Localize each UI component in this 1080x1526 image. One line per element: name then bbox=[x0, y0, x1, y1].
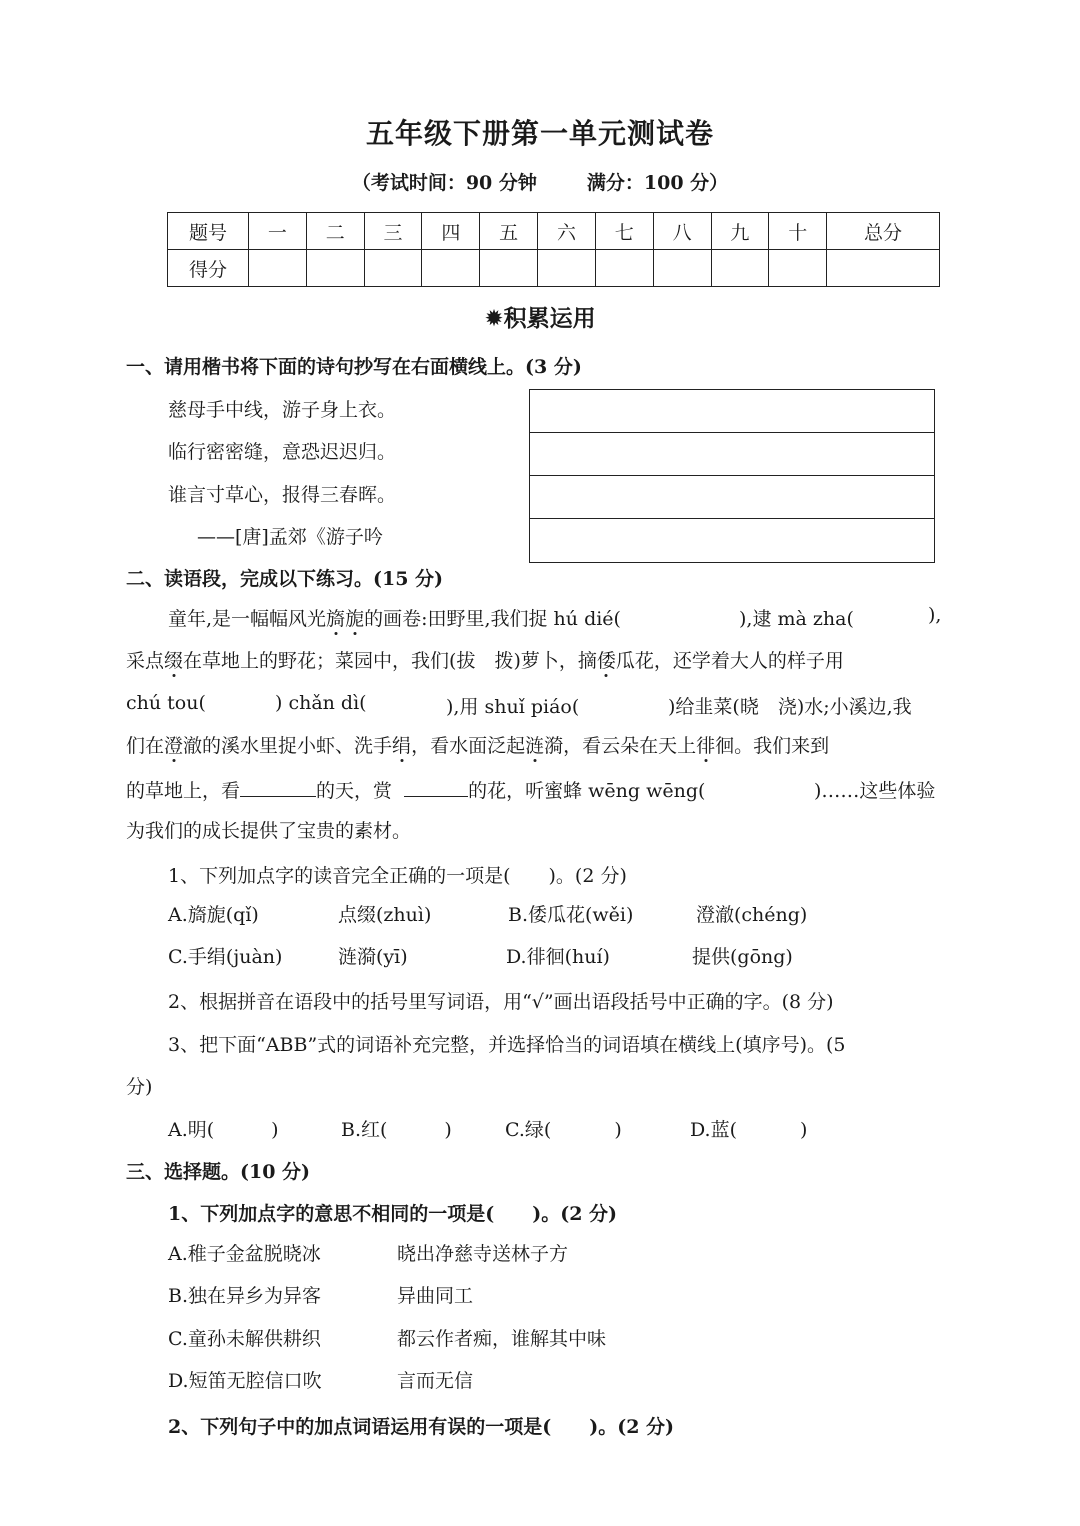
score-input-cell[interactable] bbox=[595, 250, 653, 287]
option[interactable]: D.徘徊(huí) bbox=[506, 946, 610, 968]
score-cell: 六 bbox=[538, 213, 596, 250]
sub-question: 1、下列加点字的意思不相同的一项是( )。(2 分) bbox=[168, 1203, 618, 1225]
score-cell: 一 bbox=[249, 213, 307, 250]
option[interactable]: B.红( ) bbox=[341, 1119, 452, 1141]
passage-line-part: ) chǎn dì( bbox=[275, 692, 367, 714]
score-cell: 七 bbox=[595, 213, 653, 250]
score-cell: 得分 bbox=[168, 250, 249, 287]
option[interactable]: C.绿( ) bbox=[505, 1119, 622, 1141]
poem-line: 谁言寸草心，报得三春晖。 bbox=[168, 484, 397, 506]
option[interactable]: C.童孙未解供耕织 bbox=[168, 1328, 321, 1350]
score-cell: 五 bbox=[480, 213, 538, 250]
passage-line: 为我们的成长提供了宝贵的素材。 bbox=[126, 820, 412, 842]
score-input-cell[interactable] bbox=[538, 250, 596, 287]
passage-line-part: )……这些体验 bbox=[814, 780, 936, 802]
score-cell: 总分 bbox=[827, 213, 940, 250]
q1-title: 一、请用楷书将下面的诗句抄写在右面横线上。(3 分) bbox=[126, 356, 582, 378]
score-input-cell[interactable] bbox=[306, 250, 364, 287]
poem-source: ——[唐]孟郊《游子吟 bbox=[197, 526, 383, 548]
option[interactable]: A.稚子金盆脱晓冰 bbox=[168, 1243, 321, 1265]
score-table bbox=[167, 212, 940, 287]
score-input-cell[interactable] bbox=[653, 250, 711, 287]
score-input-cell[interactable] bbox=[769, 250, 827, 287]
option[interactable]: B.倭瓜花(wěi) bbox=[508, 904, 634, 926]
copy-writing-box[interactable] bbox=[529, 389, 935, 563]
exam-info bbox=[0, 168, 1080, 195]
sub-question: 3、把下面“ABB”式的词语补充完整，并选择恰当的词语填在横线上(填序号)。(5 bbox=[168, 1034, 846, 1056]
score-cell: 题号 bbox=[168, 213, 249, 250]
q3-title: 三、选择题。(10 分) bbox=[126, 1161, 311, 1183]
score-table-header-row bbox=[168, 213, 940, 250]
score-cell: 三 bbox=[364, 213, 422, 250]
passage-line-part: ), bbox=[928, 604, 942, 626]
writing-line[interactable] bbox=[530, 390, 934, 433]
writing-line[interactable] bbox=[530, 519, 934, 562]
poem-line: 临行密密缝，意恐迟迟归。 bbox=[168, 441, 397, 463]
exam-time: （考试时间：90 分钟 bbox=[351, 172, 537, 194]
score-input-cell[interactable] bbox=[711, 250, 769, 287]
option-detail: 异曲同工 bbox=[397, 1285, 474, 1307]
option[interactable]: 澄澈(chéng) bbox=[696, 904, 808, 926]
q2-title: 二、读语段，完成以下练习。(15 分) bbox=[126, 568, 444, 590]
score-cell: 四 bbox=[422, 213, 480, 250]
score-input-cell[interactable] bbox=[364, 250, 422, 287]
option-detail: 晓出净慈寺送林子方 bbox=[397, 1243, 569, 1265]
option[interactable]: D.短笛无腔信口吹 bbox=[168, 1370, 322, 1392]
score-cell: 二 bbox=[306, 213, 364, 250]
passage-line-part: chú tou( bbox=[126, 692, 206, 714]
score-input-cell[interactable] bbox=[827, 250, 940, 287]
option[interactable]: A.旖旎(qǐ) bbox=[168, 904, 259, 926]
score-input-cell[interactable] bbox=[480, 250, 538, 287]
passage-line-part: )给韭菜(晓 浇)水;小溪边,我 bbox=[668, 696, 912, 718]
option-detail: 都云作者痴，谁解其中味 bbox=[397, 1328, 607, 1350]
passage-line: 们在澄澈的溪水里捉小虾、洗手绢，看水面泛起涟漪，看云朵在天上徘徊。我们来到 bbox=[126, 735, 830, 757]
passage-line: 采点缀在草地上的野花；菜园中，我们(拔 拨)萝卜，摘倭瓜花，还学着大人的样子用 bbox=[126, 650, 844, 672]
page-title: 五年级下册第一单元测试卷 bbox=[365, 117, 714, 150]
sub-question-cont: 分) bbox=[126, 1076, 153, 1098]
score-input-cell[interactable] bbox=[422, 250, 480, 287]
option[interactable]: 提供(gōng) bbox=[692, 946, 793, 968]
score-cell: 十 bbox=[769, 213, 827, 250]
passage-line-part: ),逮 mà zha( bbox=[739, 608, 854, 630]
option[interactable]: A.明( ) bbox=[168, 1119, 279, 1141]
option[interactable]: D.蓝( ) bbox=[690, 1119, 808, 1141]
writing-line[interactable] bbox=[530, 476, 934, 519]
passage-line-part: ),用 shuǐ piáo( bbox=[446, 696, 580, 718]
exam-full-score: 满分：100 分） bbox=[586, 172, 729, 194]
section-label: 积累运用 bbox=[503, 306, 596, 332]
passage-line: 童年,是一幅幅风光旖旎的画卷:田野里,我们捉 hú dié( bbox=[168, 608, 621, 630]
sub-question: 1、下列加点字的读音完全正确的一项是( )。(2 分) bbox=[168, 865, 627, 887]
sub-question: 2、下列句子中的加点词语运用有误的一项是( )。(2 分) bbox=[168, 1416, 675, 1438]
star-burst-icon: ✹ bbox=[484, 306, 504, 332]
poem-line: 慈母手中线，游子身上衣。 bbox=[168, 399, 397, 421]
score-input-cell[interactable] bbox=[249, 250, 307, 287]
option[interactable]: C.手绢(juàn) bbox=[168, 946, 283, 968]
passage-line: 的草地上，看 的天，赏 的花，听蜜蜂 wēng wēng( bbox=[126, 780, 706, 802]
sub-question: 2、根据拼音在语段中的括号里写词语，用“√”画出语段括号中正确的字。(8 分) bbox=[168, 991, 834, 1013]
option[interactable]: 涟漪(yī) bbox=[338, 946, 408, 968]
option-detail: 言而无信 bbox=[397, 1370, 474, 1392]
section-heading bbox=[0, 300, 1080, 333]
writing-line[interactable] bbox=[530, 433, 934, 476]
option[interactable]: B.独在异乡为异客 bbox=[168, 1285, 322, 1307]
fill-blank[interactable] bbox=[240, 780, 316, 797]
fill-blank[interactable] bbox=[404, 780, 468, 797]
score-cell: 八 bbox=[653, 213, 711, 250]
score-table-score-row bbox=[168, 250, 940, 287]
score-cell: 九 bbox=[711, 213, 769, 250]
option[interactable]: 点缀(zhuì) bbox=[338, 904, 432, 926]
